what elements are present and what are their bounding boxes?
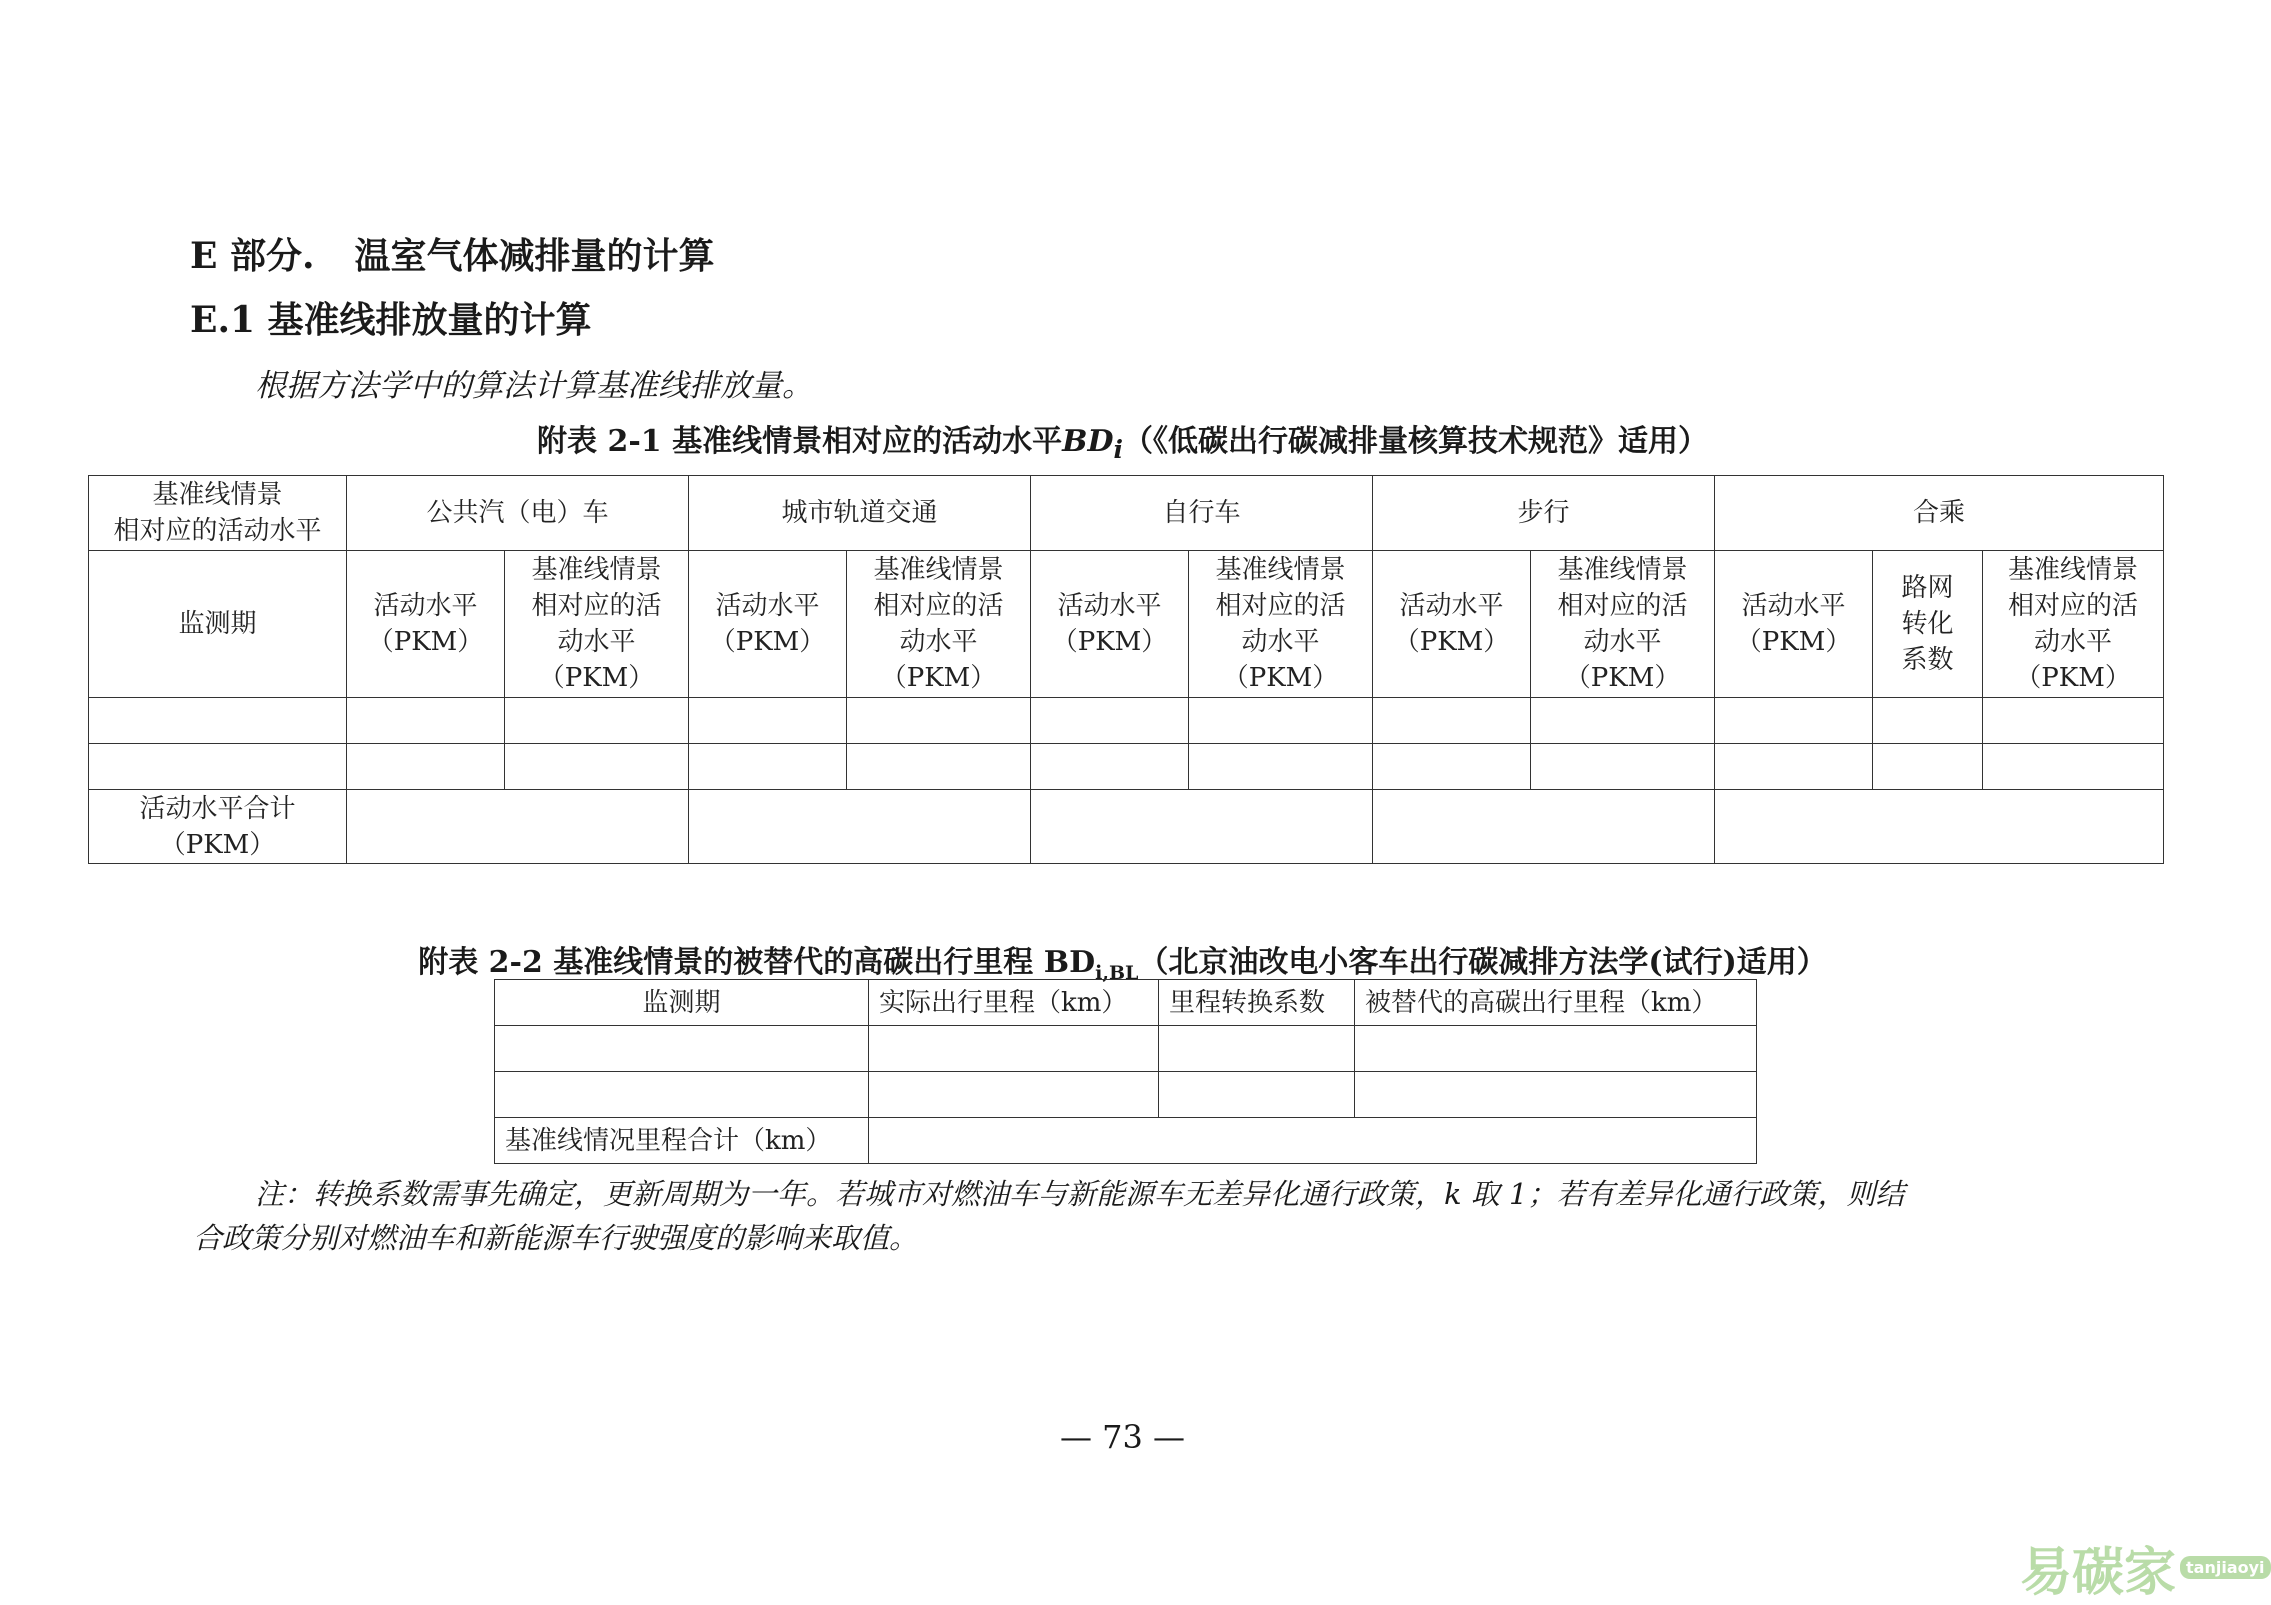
total-label: 活动水平合计 （PKM）: [89, 790, 347, 864]
section-e-heading: E 部分. 温室气体减排量的计算: [190, 235, 715, 277]
replaced-distance-header: 被替代的高碳出行里程（km）: [1355, 980, 1757, 1026]
road-factor-header: 路网 转化 系数: [1873, 551, 1983, 698]
table1-subheader-row: [89, 551, 2164, 698]
watermark-logo: 易碳家 tanjiaoyi: [2020, 1530, 2271, 1605]
table1-corner: 基准线情景 相对应的活动水平: [89, 476, 347, 551]
table-row: [89, 698, 2164, 744]
group-carpool: 合乘: [1715, 476, 2164, 551]
period-header: 监测期: [495, 980, 869, 1026]
conversion-factor-header: 里程转换系数: [1159, 980, 1355, 1026]
baseline-header: 基准线情景 相对应的活 动水平 （PKM）: [1531, 551, 1715, 698]
table-row: [89, 744, 2164, 790]
activity-header: 活动水平 （PKM）: [1373, 551, 1531, 698]
group-walking: 步行: [1373, 476, 1715, 551]
table2-caption: 附表 2-2 基准线情景的被替代的高碳出行里程 $BD_{i,BL}$（北京油改电小客车出行碳减排方法学(试行)适用）: [418, 945, 1827, 984]
table1-caption: 附表 2-1 基准线情景相对应的活动水平$BD_i$（《低碳出行碳减排量核算技术规范》适用）: [537, 424, 1708, 464]
activity-header: 活动水平 （PKM）: [1031, 551, 1189, 698]
table2-total-row: [495, 1118, 1757, 1164]
group-rail: 城市轨道交通: [689, 476, 1031, 551]
activity-header: 活动水平 （PKM）: [347, 551, 505, 698]
table2: [494, 979, 1757, 1164]
baseline-header: 基准线情景 相对应的活 动水平 （PKM）: [1983, 551, 2164, 698]
activity-header: 活动水平 （PKM）: [689, 551, 847, 698]
intro-text: 根据方法学中的算法计算基准线排放量。: [255, 368, 813, 404]
total-label: 基准线情况里程合计（km）: [495, 1118, 869, 1164]
note-line-2: 合政策分别对燃油车和新能源车行驶强度的影响来取值。: [193, 1221, 919, 1255]
group-bus: 公共汽（电）车: [347, 476, 689, 551]
table-row: [495, 1026, 1757, 1072]
table1-group-row: [89, 476, 2164, 551]
section-e1-heading: E.1 基准线排放量的计算: [190, 299, 592, 341]
table2-header-row: [495, 980, 1757, 1026]
actual-distance-header: 实际出行里程（km）: [869, 980, 1159, 1026]
note-line-1: 注：转换系数需事先确定，更新周期为一年。若城市对燃油车与新能源车无差异化通行政策，k 取 1；若有差异化通行政策，则结: [255, 1177, 1905, 1211]
page-number: — 73 —: [1059, 1418, 1186, 1456]
baseline-header: 基准线情景 相对应的活 动水平 （PKM）: [1189, 551, 1373, 698]
table1-total-row: [89, 790, 2164, 864]
baseline-header: 基准线情景 相对应的活 动水平 （PKM）: [847, 551, 1031, 698]
baseline-header: 基准线情景 相对应的活 动水平 （PKM）: [505, 551, 689, 698]
period-header: 监测期: [89, 551, 347, 698]
group-bicycle: 自行车: [1031, 476, 1373, 551]
activity-header: 活动水平 （PKM）: [1715, 551, 1873, 698]
table-row: [495, 1072, 1757, 1118]
table1: [88, 475, 2164, 864]
